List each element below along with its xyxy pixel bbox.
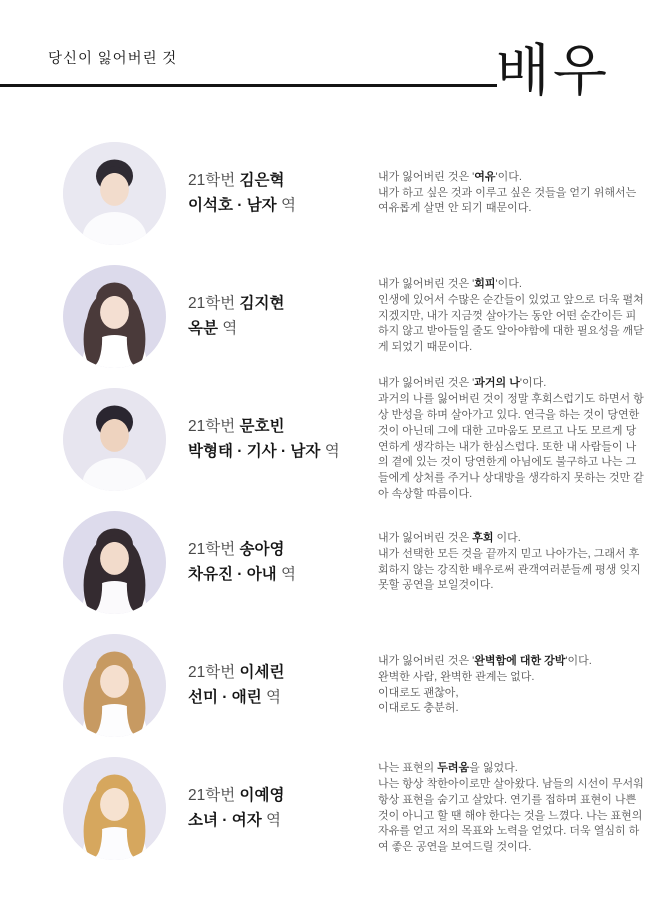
cast-photo (63, 142, 166, 245)
header-rule (0, 84, 497, 87)
page-title: 배우 (495, 39, 610, 102)
lost-body-line: 내가 하고 싶은 것과 이루고 싶은 것들을 얻기 위해서는 여유롭게 살면 안 되기 때문이다. (378, 186, 637, 215)
cast-description (378, 761, 646, 857)
cast-description (378, 376, 646, 504)
lost-line (378, 277, 646, 293)
role-suffix: 역 (222, 319, 238, 337)
lost-line (378, 761, 646, 777)
cast-name-block (188, 415, 378, 463)
cast-name-block (188, 169, 378, 217)
actor-name: 문호빈 (239, 418, 285, 436)
cast-name-block (188, 292, 378, 340)
student-year: 21학번 (188, 541, 236, 559)
role-names: 박형태 · 기사 · 남자 (188, 442, 321, 460)
lost-keyword: 여유 (474, 170, 496, 183)
name-line (188, 169, 378, 193)
actor-name: 송아영 (239, 541, 285, 559)
role-names: 옥분 (188, 319, 218, 337)
lost-keyword: 후회 (472, 531, 494, 544)
actor-name: 김지현 (239, 295, 285, 313)
lost-body-line: 이대로도 괜찮아, (378, 686, 459, 699)
role-line (188, 440, 378, 464)
lost-suffix: '이다. (519, 376, 547, 389)
cast-entry (0, 747, 650, 870)
role-line (188, 686, 378, 710)
role-line (188, 194, 378, 218)
cast-description (378, 531, 646, 595)
lost-line (378, 376, 646, 392)
student-year: 21학번 (188, 418, 236, 436)
lost-keyword: 회피 (474, 277, 496, 290)
name-line (188, 784, 378, 808)
role-line (188, 563, 378, 587)
cast-description (378, 654, 646, 718)
role-names: 차유진 · 아내 (188, 565, 277, 583)
student-year: 21학번 (188, 664, 236, 682)
lost-suffix: '이다. (565, 654, 592, 667)
lost-suffix: 을 잃었다. (469, 761, 518, 774)
lost-body-line: 인생에 있어서 수많은 순간들이 있었고 앞으로 더욱 펼쳐지겠지만, 내가 지금껏 살아가는 동안 어떤 순간이든 피하지 않고 받아들일 줄도 알아야함에 대한 필요성을 깨닫게 되었기 때문이다. (378, 293, 644, 354)
lost-body-line: 완벽한 사람, 완벽한 관계는 없다. (378, 670, 535, 683)
lost-prefix: 내가 잃어버린 것은 ' (378, 170, 475, 183)
lost-body-line: 과거의 나를 잃어버린 것이 정말 후회스럽기도 하면서 항상 반성을 하며 살아가고 있다. 연극을 하는 것이 당연한 것이 아닌데 그에 대한 고마움도 모르고 나도 모르게 당연하게 생각하는 내가 한심스럽다. 또한 내 사람들이 나의 곁에 있는 것이 당연한게 아님에도 불구하고 나는 그들에게 상처를 주거나 상대방을 생각하지 못하는 것만 같아 속상할 따름이다. (378, 392, 644, 501)
lost-prefix: 내가 잃어버린 것은 ' (378, 654, 475, 667)
lost-suffix: '이다. (495, 277, 522, 290)
cast-list (0, 132, 650, 870)
role-suffix: 역 (280, 196, 296, 214)
role-suffix: 역 (324, 442, 340, 460)
cast-photo (63, 757, 166, 860)
cast-photo (63, 511, 166, 614)
lost-prefix: 나는 표현의 (378, 761, 438, 774)
role-suffix: 역 (280, 565, 296, 583)
role-line (188, 317, 378, 341)
cast-entry (0, 624, 650, 747)
cast-name-block (188, 538, 378, 586)
lost-suffix: '이다. (495, 170, 522, 183)
cast-name-block (188, 784, 378, 832)
cast-entry (0, 255, 650, 378)
cast-description (378, 277, 646, 357)
lost-body (378, 777, 646, 857)
cast-photo (63, 388, 166, 491)
role-names: 선미 · 애린 (188, 688, 262, 706)
lost-body-line: 내가 선택한 모든 것을 끝까지 믿고 나아가는, 그래서 후회하지 않는 강직한 배우로써 관객여러분들께 평생 잊지 못할 공연을 보일것이다. (378, 547, 641, 592)
role-suffix: 역 (265, 811, 281, 829)
lost-prefix: 내가 잃어버린 것은 ' (378, 376, 475, 389)
role-names: 소녀 · 여자 (188, 811, 262, 829)
student-year: 21학번 (188, 295, 236, 313)
student-year: 21학번 (188, 787, 236, 805)
lost-line (378, 531, 646, 547)
lost-line (378, 170, 646, 186)
cast-photo (63, 634, 166, 737)
actor-name: 김은혁 (239, 172, 285, 190)
lost-body-line: 이대로도 충분허. (378, 702, 459, 715)
lost-keyword: 두려움 (437, 761, 470, 774)
name-line (188, 415, 378, 439)
name-line (188, 538, 378, 562)
cast-entry (0, 132, 650, 255)
lost-body (378, 392, 646, 504)
student-year: 21학번 (188, 172, 236, 190)
page-subtitle: 당신이 잃어버린 것 (48, 51, 178, 67)
actor-name: 이세린 (239, 664, 285, 682)
lost-prefix: 내가 잃어버린 것은 (378, 531, 473, 544)
lost-line (378, 654, 646, 670)
cast-photo (63, 265, 166, 368)
cast-entry (0, 378, 650, 501)
role-names: 이석호 · 남자 (188, 196, 277, 214)
lost-body-line: 나는 항상 착한아이로만 살아왔다. 남들의 시선이 무서워 항상 표현을 숨기고 살았다. 연기를 접하며 표현이 나쁜 것이 아니고 할 땐 해야 한다는 것을 느꼈다. 나는 표현의 자유를 얻고 저의 목표와 노력을 얻었다. 더욱 열심히 하여 좋은 공연을 보여드릴 것이다. (378, 777, 644, 854)
lost-body (378, 293, 646, 357)
cast-name-block (188, 661, 378, 709)
lost-body (378, 670, 646, 718)
lost-body (378, 547, 646, 595)
lost-keyword: 과거의 나 (474, 376, 520, 389)
cast-entry (0, 501, 650, 624)
lost-keyword: 완벽함에 대한 강박 (474, 654, 566, 667)
role-suffix: 역 (265, 688, 281, 706)
lost-suffix: 이다. (493, 531, 521, 544)
name-line (188, 292, 378, 316)
role-line (188, 809, 378, 833)
lost-prefix: 내가 잃어버린 것은 ' (378, 277, 475, 290)
actor-name: 이예영 (239, 787, 285, 805)
name-line (188, 661, 378, 685)
cast-description (378, 170, 646, 218)
lost-body (378, 186, 646, 218)
